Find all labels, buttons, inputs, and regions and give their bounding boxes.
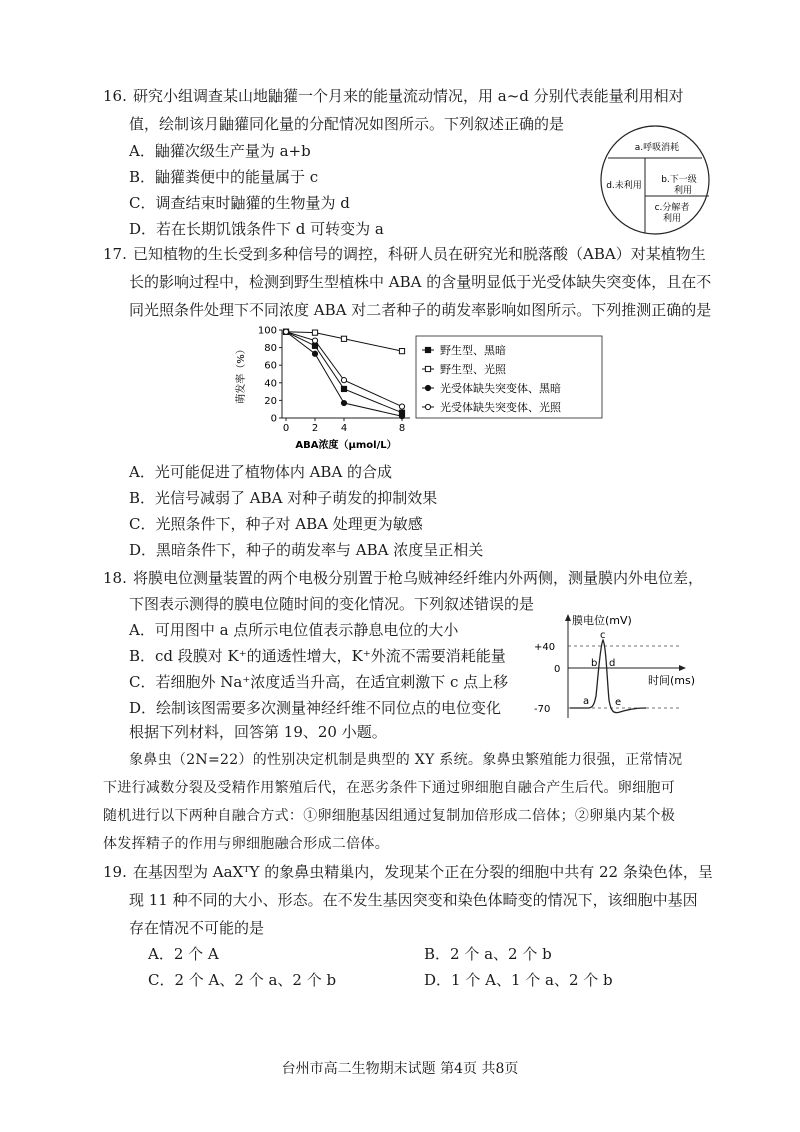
q17-option-d: D．黑暗条件下，种子的萌发率与 ABA 浓度呈正相关 xyxy=(129,541,484,559)
y-tick-label: 80 xyxy=(264,343,277,355)
q16-option-d: D．若在长期饥饿条件下 d 可转变为 a xyxy=(129,220,384,238)
pie-label-c1: c.分解者 xyxy=(654,203,690,213)
q17-line2: 长的影响过程中，检测到野生型植株中 ABA 的含量明显低于光受体缺失突变体，且在不 xyxy=(129,273,712,291)
ap-curve xyxy=(570,640,646,713)
q16-number: 16. xyxy=(103,87,127,105)
series-3 xyxy=(283,329,404,419)
legend-label: 光受体缺失突变体、光照 xyxy=(440,401,561,414)
y-tick-label: 20 xyxy=(264,395,277,407)
q17-option-a: A．光可能促进了植物体内 ABA 的合成 xyxy=(129,463,393,481)
data-point xyxy=(399,404,404,409)
data-point xyxy=(312,338,317,343)
data-point xyxy=(399,349,404,354)
q17-line3: 同光照条件处理下不同浓度 ABA 对二者种子的萌发率影响如图所示。下列推测正确的是 xyxy=(129,301,712,319)
material-line1: 象鼻虫（2N=22）的性别决定机制是典型的 XY 系统。象鼻虫繁殖能力很强，正常情况 xyxy=(129,752,683,768)
chart-series xyxy=(283,329,404,419)
legend-label: 野生型、光照 xyxy=(440,363,506,376)
q18-line1: 18. 将膜电位测量装置的两个电极分别置于枪乌贼神经纤维内外两侧，测量膜内外电位差， xyxy=(103,569,704,587)
pie-label-d: d.未利用 xyxy=(606,181,642,191)
q17-number: 17. xyxy=(103,245,127,263)
y-axis-label: 萌发率（%） xyxy=(236,344,247,404)
legend-item xyxy=(422,362,507,376)
q17-line1: 17. 已知植物的生长受到多种信号的调控，科研人员在研究光和脱落酸（ABA）对某植物生 xyxy=(103,245,706,263)
ap-xlabel: 时间(ms) xyxy=(648,674,696,687)
data-point xyxy=(341,378,346,383)
data-point xyxy=(425,385,430,390)
material-intro: 根据下列材料，回答第 19、20 小题。 xyxy=(129,723,387,741)
x-tick-label: 2 xyxy=(311,423,319,434)
pie-label-b1: b.下一级 xyxy=(661,175,697,185)
y-tick-label: 0 xyxy=(270,413,277,425)
data-point xyxy=(312,343,317,348)
series-2 xyxy=(283,329,404,354)
q18-line2: 下图表示测得的膜电位随时间的变化情况。下列叙述错误的是 xyxy=(129,595,535,613)
q16-line1: 16. 研究小组调查某山地鼬獾一个月来的能量流动情况，用 a~d 分别代表能量利用相对 xyxy=(103,87,684,105)
ap-point-d: d xyxy=(609,658,616,669)
chart-legend xyxy=(422,343,562,414)
x-tick-labels xyxy=(283,418,405,434)
ap-label-minus70: -70 xyxy=(534,704,551,715)
ap-point-e: e xyxy=(615,697,622,708)
x-tick-label: 0 xyxy=(282,423,290,434)
data-point xyxy=(341,400,346,405)
material-line4: 体发挥精子的作用与卵细胞融合形成二倍体。 xyxy=(103,836,389,852)
q17-option-b: B．光信号减弱了 ABA 对种子萌发的抑制效果 xyxy=(129,489,438,507)
legend-item xyxy=(422,400,562,414)
legend-label: 野生型、黑暗 xyxy=(440,344,506,357)
pie-label-c2: 利用 xyxy=(662,214,682,224)
material-line3: 随机进行以下两种自融合方式：①卵细胞基因组通过复制加倍形成二倍体；②卵巢内某个极 xyxy=(103,808,675,824)
q19-option-b: B．2 个 a、2 个 b xyxy=(424,945,552,963)
data-point xyxy=(341,336,346,341)
q17-option-c: C．光照条件下，种子对 ABA 处理更为敏感 xyxy=(129,515,423,533)
q18-option-d: D．绘制该图需要多次测量神经纤维不同位点的电位变化 xyxy=(129,699,502,717)
q19-line1: 19. 在基因型为 AaXᵀY 的象鼻虫精巢内，发现某个正在分裂的细胞中共有 22 条染色体，呈 xyxy=(103,863,713,881)
energy-pie-diagram xyxy=(590,124,720,236)
ap-point-c: c xyxy=(600,630,606,641)
ap-y-arrow xyxy=(565,614,571,621)
page-footer: 台州市高二生物期末试题 第4页 共8页 xyxy=(281,1061,519,1077)
material-line2: 下进行减数分裂及受精作用繁殖后代，在恶劣条件下通过卵细胞自融合产生后代。卵细胞可 xyxy=(103,780,675,796)
q18-option-a: A．可用图中 a 点所示电位值表示静息电位的大小 xyxy=(129,621,459,639)
ap-x-arrow xyxy=(679,665,686,671)
q16-option-c: C．调查结束时鼬獾的生物量为 d xyxy=(129,194,350,212)
data-point xyxy=(341,386,346,391)
ap-ylabel: 膜电位(mV) xyxy=(572,614,632,627)
q19-option-c: C．2 个 A、2 个 a、2 个 b xyxy=(148,971,337,989)
data-point xyxy=(425,347,430,352)
ap-point-b: b xyxy=(591,658,598,669)
x-tick-label: 8 xyxy=(398,423,406,434)
q18-number: 18. xyxy=(103,569,127,587)
q16-line2: 值，绘制该月鼬獾同化量的分配情况如图所示。下列叙述正确的是 xyxy=(129,115,565,133)
pie-label-b2: 利用 xyxy=(673,186,693,196)
q19-line2: 现 11 种不同的大小、形态。在不发生基因突变和染色体畸变的情况下，该细胞中基因 xyxy=(129,891,698,909)
q16-option-b: B．鼬獾粪便中的能量属于 c xyxy=(129,168,319,186)
y-tick-label: 40 xyxy=(264,378,277,390)
data-point xyxy=(425,366,430,371)
ap-point-a: a xyxy=(583,696,590,707)
q16-option-a: A．鼬獾次级生产量为 a+b xyxy=(129,142,311,160)
data-point xyxy=(399,414,404,419)
legend-item xyxy=(422,343,506,357)
q19-option-d: D．1 个 A、1 个 a、2 个 b xyxy=(424,971,613,989)
q18-option-c: C．若细胞外 Na⁺浓度适当升高，在适宜刺激下 c 点上移 xyxy=(129,673,509,691)
legend-item xyxy=(422,381,561,395)
ap-label-zero: 0 xyxy=(554,664,561,675)
pie-label-a: a.呼吸消耗 xyxy=(634,143,680,153)
q19-line3: 存在情况不可能的是 xyxy=(129,919,265,937)
x-tick-label: 4 xyxy=(340,423,348,434)
series-line xyxy=(286,332,402,407)
legend-label: 光受体缺失突变体、黑暗 xyxy=(440,382,561,395)
ap-label-plus40: +40 xyxy=(534,642,556,653)
y-tick-labels xyxy=(258,326,282,425)
y-tick-label: 100 xyxy=(257,325,277,337)
q19-number: 19. xyxy=(103,863,127,881)
membrane-potential-graph xyxy=(530,608,710,720)
data-point xyxy=(283,329,288,334)
x-axis-label: ABA浓度（μmol/L） xyxy=(295,440,397,451)
data-point xyxy=(312,330,317,335)
q18-option-b: B．cd 段膜对 K⁺的通透性增大，K⁺外流不需要消耗能量 xyxy=(129,647,506,665)
q19-option-a: A．2 个 A xyxy=(148,945,219,963)
y-tick-label: 60 xyxy=(264,360,277,372)
data-point xyxy=(425,404,430,409)
germination-line-chart xyxy=(230,322,610,454)
data-point xyxy=(312,351,317,356)
